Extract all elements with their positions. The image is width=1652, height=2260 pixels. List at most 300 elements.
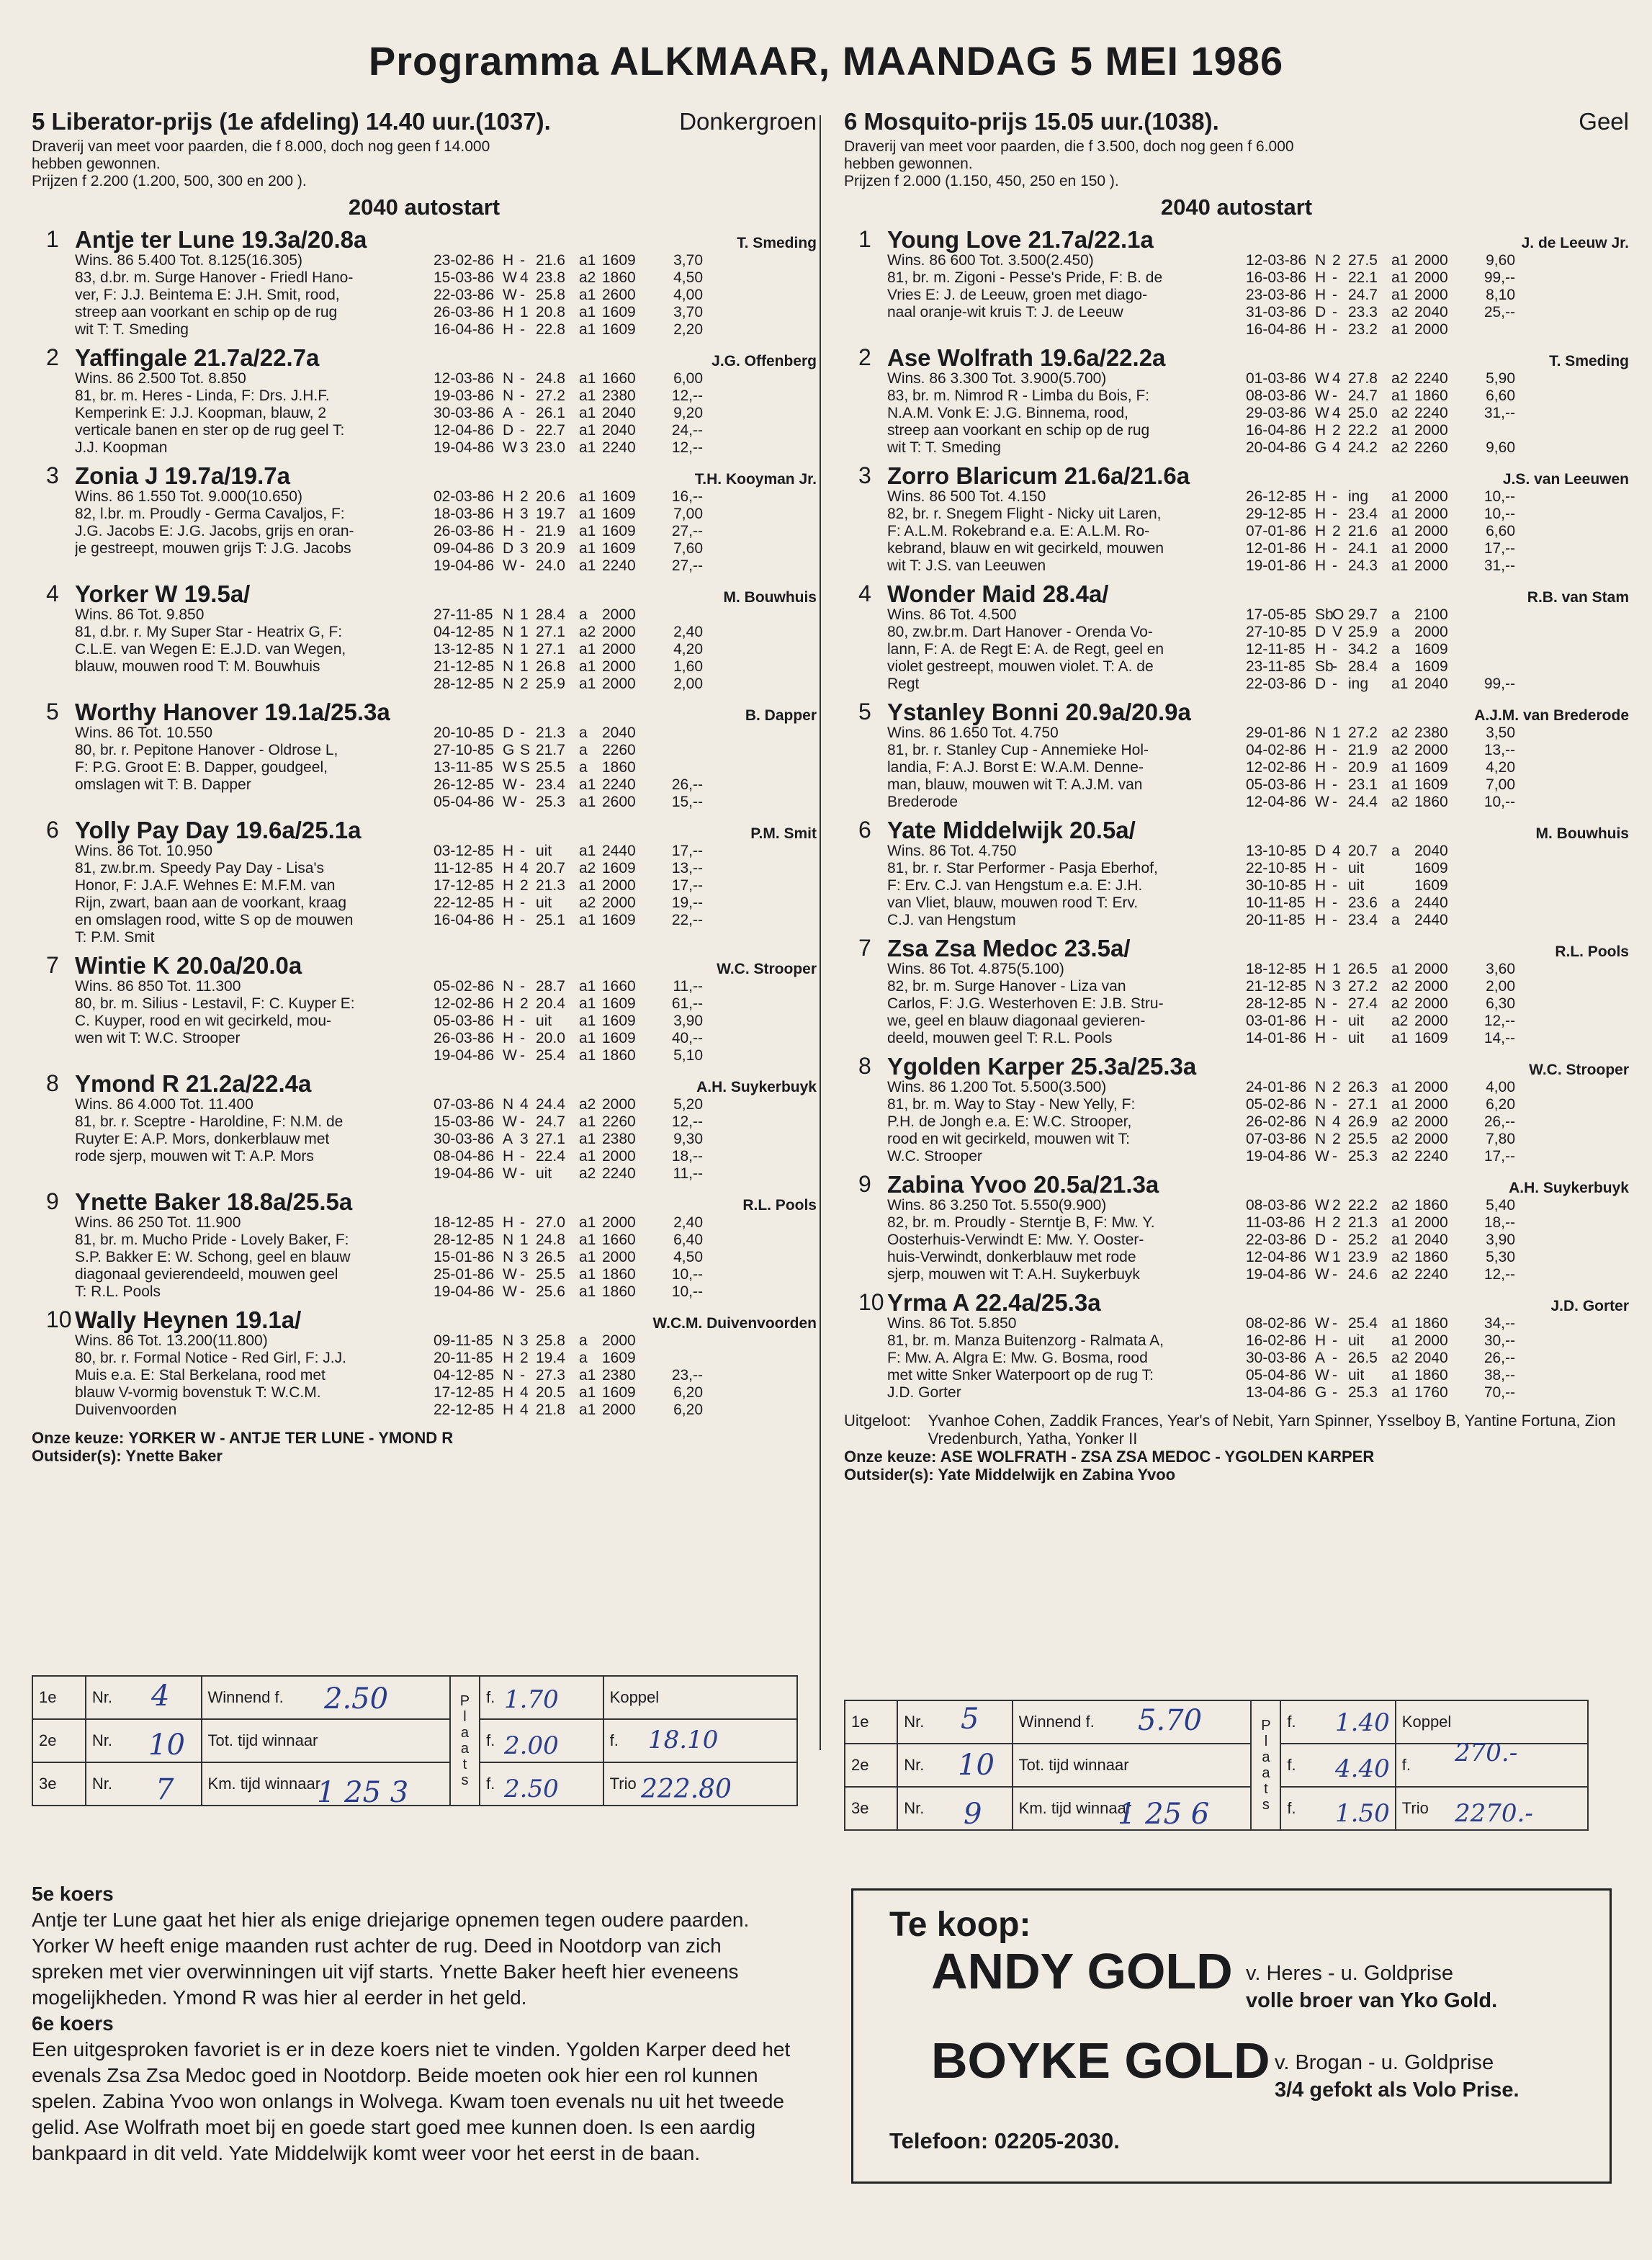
run-cell: uit bbox=[1348, 1030, 1365, 1046]
run-cell: a2 bbox=[1391, 1197, 1409, 1214]
run-cell: 05-02-86 bbox=[434, 978, 495, 995]
run-cell: 26-12-85 bbox=[434, 776, 495, 793]
run-cell: 26.5 bbox=[536, 1249, 565, 1265]
run-cell: 03-12-85 bbox=[434, 843, 495, 859]
run-cell: 26.1 bbox=[536, 405, 565, 421]
handwritten-winnend: 5.70 bbox=[1138, 1704, 1203, 1737]
run-cell: 1860 bbox=[602, 1047, 636, 1064]
horse-runs bbox=[1246, 488, 1515, 575]
horse-number: 4 bbox=[46, 580, 59, 606]
horse-number: 7 bbox=[858, 935, 871, 961]
run-cell: 2 bbox=[1332, 252, 1341, 269]
horse-info-line: Wins. 86 600 Tot. 3.500(2.450) bbox=[887, 252, 1094, 269]
run-cell: D bbox=[1315, 304, 1326, 320]
run-cell: 2 bbox=[520, 488, 529, 505]
run-cell: a1 bbox=[579, 912, 596, 928]
horse-info-line: Wins. 86 500 Tot. 4.150 bbox=[887, 488, 1046, 505]
run-cell: 01-03-86 bbox=[1246, 370, 1307, 387]
run-cell: N bbox=[503, 641, 514, 658]
run-cell: - bbox=[1332, 269, 1337, 286]
run-cell: 2,00 bbox=[673, 676, 703, 692]
run-cell: 17-12-85 bbox=[434, 1384, 495, 1401]
run-cell: - bbox=[520, 894, 525, 911]
run-cell: H bbox=[1315, 540, 1326, 557]
run-cell: 2380 bbox=[602, 1367, 636, 1384]
run-cell: a1 bbox=[579, 304, 596, 320]
ad-heading: Te koop: bbox=[889, 1906, 1031, 1944]
run-cell: 16-03-86 bbox=[1246, 269, 1307, 286]
horse-info bbox=[75, 1332, 429, 1419]
run-cell: a1 bbox=[1391, 523, 1409, 539]
run-cell: N bbox=[503, 978, 514, 995]
run-cell: 24.4 bbox=[536, 1096, 565, 1113]
run-row bbox=[434, 912, 703, 929]
run-cell: - bbox=[1332, 1332, 1337, 1349]
run-cell: a2 bbox=[1391, 1350, 1409, 1366]
run-cell: 24.8 bbox=[536, 1232, 565, 1248]
run-cell: 28-12-85 bbox=[434, 1232, 495, 1248]
run-cell: a1 bbox=[579, 488, 596, 505]
run-cell: 26.8 bbox=[536, 658, 565, 675]
run-cell: - bbox=[1332, 912, 1337, 928]
run-cell: 2000 bbox=[1414, 978, 1448, 995]
run-cell: N bbox=[503, 1096, 514, 1113]
horse-body bbox=[887, 1053, 1629, 1165]
race-column-right bbox=[844, 108, 1629, 1484]
horse-number: 10 bbox=[858, 1289, 884, 1315]
horse-name: Yaffingale 21.7a/22.7a bbox=[75, 344, 320, 371]
run-cell: H bbox=[503, 1013, 514, 1029]
run-row bbox=[434, 742, 703, 759]
run-cell: a2 bbox=[579, 1165, 596, 1182]
run-cell: - bbox=[520, 1283, 525, 1300]
run-cell: a bbox=[579, 1350, 588, 1366]
run-cell: 26-03-86 bbox=[434, 304, 495, 320]
run-row bbox=[434, 422, 703, 439]
horse-number: 6 bbox=[46, 817, 59, 843]
run-cell: 23.1 bbox=[1348, 776, 1378, 793]
run-cell: 25.8 bbox=[536, 287, 565, 303]
run-cell: 1609 bbox=[602, 1013, 636, 1029]
run-cell: - bbox=[520, 422, 525, 439]
run-cell: 04-12-85 bbox=[434, 624, 495, 640]
horse-info-line: 82, br. m. Surge Hanover - Liza van bbox=[887, 978, 1126, 995]
horse-number: 6 bbox=[858, 817, 871, 843]
horse-header bbox=[887, 935, 1629, 961]
run-cell: a1 bbox=[579, 1367, 596, 1384]
run-cell: 1609 bbox=[602, 523, 636, 539]
horse-info bbox=[75, 252, 429, 338]
horse-info-line: Wins. 86 Tot. 10.550 bbox=[75, 725, 213, 741]
run-cell: 2 bbox=[520, 995, 529, 1012]
horse-info-line: deeld, mouwen geel T: R.L. Pools bbox=[887, 1030, 1113, 1046]
horse-details bbox=[887, 606, 1629, 693]
horse-info bbox=[887, 488, 1242, 575]
nr-label: Nr. bbox=[86, 1676, 202, 1719]
run-cell: 17,-- bbox=[1483, 1148, 1515, 1165]
horse-info-line: T: R.L. Pools bbox=[75, 1283, 161, 1300]
horse-info-line: 80, br. m. Silius - Lestavil, F: C. Kuyper E: bbox=[75, 995, 355, 1012]
run-cell: 26.9 bbox=[1348, 1113, 1378, 1130]
run-cell: 1 bbox=[520, 658, 529, 675]
run-cell: 6,20 bbox=[673, 1384, 703, 1401]
run-cell: a1 bbox=[579, 439, 596, 456]
run-cell: 09-04-86 bbox=[434, 540, 495, 557]
run-cell: 19.4 bbox=[536, 1350, 565, 1366]
run-cell: 27.3 bbox=[536, 1367, 565, 1384]
run-cell: - bbox=[1332, 1232, 1337, 1248]
horse-runs bbox=[1246, 370, 1515, 457]
run-cell: 13-04-86 bbox=[1246, 1384, 1307, 1401]
run-cell: 1609 bbox=[602, 506, 636, 522]
horse-info-line: Wins. 86 Tot. 4.750 bbox=[887, 843, 1017, 859]
run-cell: 17,-- bbox=[671, 843, 703, 859]
run-cell: A bbox=[1315, 1350, 1326, 1366]
horse-info-line: je gestreept, mouwen grijs T: J.G. Jacobs bbox=[75, 540, 351, 557]
run-cell: 4,50 bbox=[673, 269, 703, 286]
run-cell: 12-02-86 bbox=[1246, 759, 1307, 776]
run-cell: 16-04-86 bbox=[434, 321, 495, 338]
run-cell: 20-04-86 bbox=[1246, 439, 1307, 456]
run-cell: 26.3 bbox=[1348, 1079, 1378, 1095]
run-row bbox=[1246, 269, 1515, 287]
horse-name: Zsa Zsa Medoc 23.5a/ bbox=[887, 935, 1131, 961]
run-cell: a bbox=[1391, 912, 1400, 928]
horse-runs bbox=[1246, 1079, 1515, 1165]
run-cell: 19-04-86 bbox=[434, 557, 495, 574]
run-cell: 23.8 bbox=[536, 269, 565, 286]
run-cell: G bbox=[503, 742, 515, 758]
nr-label: Nr. bbox=[897, 1744, 1012, 1787]
horse-info-line: 80, br. r. Formal Notice - Red Girl, F: J.J. bbox=[75, 1350, 346, 1366]
run-cell: a bbox=[1391, 658, 1400, 675]
run-cell: 2000 bbox=[1414, 1332, 1448, 1349]
run-cell: 22.1 bbox=[1348, 269, 1378, 286]
run-cell bbox=[1458, 422, 1515, 439]
horse-info bbox=[887, 1079, 1242, 1165]
run-cell: a1 bbox=[579, 641, 596, 658]
run-cell: 26-12-85 bbox=[1246, 488, 1307, 505]
run-row bbox=[434, 304, 703, 321]
horse-info-line: Wins. 86 Tot. 4.875(5.100) bbox=[887, 961, 1064, 977]
run-cell: 26,-- bbox=[671, 776, 703, 793]
horse-info-line: Kemperink E: J.J. Koopman, blauw, 2 bbox=[75, 405, 327, 421]
run-cell: 3,60 bbox=[1486, 961, 1515, 977]
run-row bbox=[434, 506, 703, 523]
run-cell: 34.2 bbox=[1348, 641, 1378, 658]
run-row bbox=[1246, 1214, 1515, 1232]
run-cell: 1609 bbox=[602, 860, 636, 876]
run-cell: - bbox=[1332, 1013, 1337, 1029]
horse-details bbox=[75, 978, 817, 1064]
horse-info-line: C.L.E. van Wegen E: E.J.D. van Wegen, bbox=[75, 641, 346, 658]
run-cell: a1 bbox=[579, 1047, 596, 1064]
horse-info-line: wit T: J.S. van Leeuwen bbox=[887, 557, 1046, 574]
run-row bbox=[434, 676, 703, 693]
run-cell: 24.7 bbox=[1348, 387, 1378, 404]
horse-trainer: A.H. Suykerbuyk bbox=[696, 1079, 817, 1095]
run-cell: 1609 bbox=[602, 1350, 636, 1366]
horse-number: 10 bbox=[46, 1306, 72, 1332]
run-cell: a2 bbox=[579, 269, 596, 286]
horse-runs bbox=[1246, 961, 1515, 1047]
run-cell: 12,-- bbox=[671, 387, 703, 404]
run-cell: a1 bbox=[1391, 540, 1409, 557]
horse-info-line: 81, br. r. Sceptre - Haroldine, F: N.M. de bbox=[75, 1113, 344, 1130]
horse-runs bbox=[1246, 252, 1515, 338]
run-row bbox=[434, 269, 703, 287]
run-cell: 07-03-86 bbox=[434, 1096, 495, 1113]
run-cell: N bbox=[1315, 1113, 1326, 1130]
run-cell: a2 bbox=[579, 860, 596, 876]
run-cell: 2000 bbox=[602, 1332, 636, 1349]
run-cell: 1760 bbox=[1414, 1384, 1448, 1401]
run-cell: 18,-- bbox=[671, 1148, 703, 1165]
run-cell: W bbox=[503, 1113, 517, 1130]
run-cell: 1 bbox=[520, 606, 529, 623]
run-cell: a2 bbox=[579, 1096, 596, 1113]
run-row bbox=[1246, 1350, 1515, 1367]
run-cell: 1 bbox=[520, 1232, 529, 1248]
run-cell: W bbox=[503, 1266, 517, 1283]
run-cell: 2600 bbox=[602, 287, 636, 303]
run-cell bbox=[1458, 624, 1515, 641]
run-cell: H bbox=[503, 1148, 514, 1165]
run-cell: 2000 bbox=[1414, 1131, 1448, 1147]
run-cell: 2000 bbox=[602, 624, 636, 640]
horse-name: Yorker W 19.5a/ bbox=[75, 580, 251, 607]
run-row bbox=[1246, 1148, 1515, 1165]
horse-info-line: Duivenvoorden bbox=[75, 1402, 177, 1418]
horse-runs bbox=[1246, 1315, 1515, 1402]
run-cell: 10,-- bbox=[1483, 488, 1515, 505]
run-cell: 19,-- bbox=[671, 894, 703, 911]
run-cell: 24.1 bbox=[1348, 540, 1378, 557]
run-cell: 24.7 bbox=[536, 1113, 565, 1130]
preview-heading-6: 6e koers bbox=[32, 2012, 114, 2035]
handwritten-trio: 2270.- bbox=[1455, 1799, 1533, 1828]
run-cell: a2 bbox=[1391, 794, 1409, 810]
run-cell: 21.3 bbox=[536, 725, 565, 741]
run-cell: a2 bbox=[1391, 742, 1409, 758]
plaats-f-label: f. bbox=[480, 1719, 603, 1762]
run-cell: H bbox=[1315, 422, 1326, 439]
run-cell: a bbox=[579, 725, 588, 741]
horse-trainer: M. Bouwhuis bbox=[1535, 825, 1629, 842]
horse-header bbox=[75, 462, 817, 488]
run-cell: 22.8 bbox=[536, 321, 565, 338]
run-cell: H bbox=[1315, 557, 1326, 574]
run-cell: 25.5 bbox=[1348, 1131, 1378, 1147]
horse-entry bbox=[844, 1289, 1629, 1402]
run-cell: 5,20 bbox=[673, 1096, 703, 1113]
run-cell bbox=[1391, 877, 1414, 894]
horse-number: 1 bbox=[46, 226, 59, 252]
run-cell: W bbox=[1315, 405, 1329, 421]
run-cell: 1 bbox=[520, 304, 529, 320]
horse-info-line: Wins. 86 Tot. 13.200(11.800) bbox=[75, 1332, 268, 1349]
plaats-f-label: f. bbox=[480, 1762, 603, 1806]
horse-info bbox=[75, 1096, 429, 1183]
run-row bbox=[1246, 540, 1515, 557]
run-cell: 04-12-85 bbox=[434, 1367, 495, 1384]
run-cell: 27-11-85 bbox=[434, 606, 493, 623]
run-cell: a1 bbox=[1391, 269, 1409, 286]
race-color: Geel bbox=[1579, 108, 1629, 135]
run-cell: 6,60 bbox=[1486, 387, 1515, 404]
horse-info-line: Wins. 86 2.500 Tot. 8.850 bbox=[75, 370, 246, 387]
run-cell: a2 bbox=[579, 894, 596, 911]
run-cell: H bbox=[503, 1214, 514, 1231]
run-cell: a1 bbox=[579, 877, 596, 894]
run-row bbox=[434, 1384, 703, 1402]
run-cell: 25-01-86 bbox=[434, 1266, 495, 1283]
run-cell: a1 bbox=[579, 995, 596, 1012]
run-cell: 20-10-85 bbox=[434, 725, 495, 741]
horse-number: 9 bbox=[858, 1171, 871, 1197]
run-cell: 2000 bbox=[602, 1096, 636, 1113]
run-cell: - bbox=[1332, 387, 1337, 404]
run-cell: 25.4 bbox=[536, 1047, 565, 1064]
run-cell: 15-03-86 bbox=[434, 269, 495, 286]
horse-trainer: P.M. Smit bbox=[750, 825, 817, 842]
run-cell: a1 bbox=[579, 1214, 596, 1231]
start-type: 2040 autostart bbox=[1160, 194, 1313, 220]
run-cell: 05-03-86 bbox=[1246, 776, 1307, 793]
horse-name: Wintie K 20.0a/20.0a bbox=[75, 952, 302, 979]
run-cell: 21.9 bbox=[536, 523, 565, 539]
run-cell: - bbox=[520, 1148, 525, 1165]
run-cell: 5,10 bbox=[673, 1047, 703, 1064]
run-cell: 4,00 bbox=[1486, 1079, 1515, 1095]
run-cell: 25.0 bbox=[1348, 405, 1378, 421]
horse-header bbox=[75, 1070, 817, 1096]
run-cell: 2,40 bbox=[673, 624, 703, 640]
run-cell: 25.4 bbox=[1348, 1315, 1378, 1332]
horse-entry bbox=[32, 1070, 817, 1183]
handwritten-nr-3: 7 bbox=[156, 1773, 174, 1806]
run-cell: 13,-- bbox=[671, 860, 703, 876]
run-cell: - bbox=[520, 321, 525, 338]
run-cell: 3,70 bbox=[673, 252, 703, 269]
horse-body bbox=[887, 699, 1629, 811]
run-cell: 20.9 bbox=[536, 540, 565, 557]
horse-header bbox=[887, 1053, 1629, 1079]
run-cell: 28.4 bbox=[1348, 658, 1378, 675]
run-row bbox=[434, 624, 703, 641]
run-cell: H bbox=[1315, 894, 1326, 911]
run-cell: a1 bbox=[579, 676, 596, 692]
horse-info-line: streep aan voorkant en schip op de rug bbox=[75, 304, 338, 320]
horse-body bbox=[75, 580, 817, 693]
run-cell: 4 bbox=[520, 1096, 529, 1113]
run-cell: 2100 bbox=[1414, 606, 1448, 623]
ad-horse-desc-2a: v. Brogan - u. Goldprise bbox=[1275, 2051, 1494, 2074]
horse-info-line: 81, br. m. Manza Buitenzorg - Ralmata A, bbox=[887, 1332, 1164, 1349]
run-cell: 4,20 bbox=[673, 641, 703, 658]
horse-name: Yrma A 22.4a/25.3a bbox=[887, 1289, 1101, 1316]
run-cell: 19-04-86 bbox=[1246, 1148, 1307, 1165]
handwritten-plaats-3: 2.50 bbox=[504, 1775, 559, 1803]
trio-label: Trio bbox=[1396, 1787, 1588, 1830]
horse-details bbox=[75, 843, 817, 946]
run-cell: 2040 bbox=[1414, 1232, 1448, 1248]
run-cell: - bbox=[1332, 641, 1337, 658]
run-cell: 16-02-86 bbox=[1246, 1332, 1307, 1349]
race-name: 5 Liberator-prijs (1e afdeling) 14.40 uur.(1037). bbox=[32, 108, 551, 135]
run-cell: 2040 bbox=[1414, 1350, 1448, 1366]
run-cell: H bbox=[503, 995, 514, 1012]
run-cell: 19-04-86 bbox=[434, 1165, 495, 1182]
race-header bbox=[844, 108, 1629, 135]
run-cell: H bbox=[503, 321, 514, 338]
run-row bbox=[1246, 978, 1515, 995]
run-cell: - bbox=[520, 287, 525, 303]
run-cell: 31-03-86 bbox=[1246, 304, 1307, 320]
run-cell: 05-04-86 bbox=[434, 794, 495, 810]
horse-info-line: Wins. 86 Tot. 10.950 bbox=[75, 843, 213, 859]
run-cell: 2000 bbox=[1414, 287, 1448, 303]
preview-text-5: Antje ter Lune gaat het hier als enige driejarige opnemen tegen oudere paarden. Yorker W heeft enige maanden rust achter de rug. Deed in Nootdorp van zich spreken met vier overwinningen uit vijf starts. Ynette Baker heeft hier eveneens mogelijkheden. Ymond R was hier al eerder in het geld. bbox=[32, 1909, 750, 2009]
horse-trainer: W.C.M. Duivenvoorden bbox=[652, 1315, 817, 1332]
run-row bbox=[1246, 912, 1515, 929]
preview-heading-5: 5e koers bbox=[32, 1883, 114, 1905]
horse-runs bbox=[434, 843, 703, 946]
run-cell: 2260 bbox=[602, 1113, 636, 1130]
race-conditions bbox=[844, 138, 1629, 190]
run-cell: 3,50 bbox=[1486, 725, 1515, 741]
run-cell: W bbox=[1315, 370, 1329, 387]
run-cell: H bbox=[1315, 759, 1326, 776]
horse-info-line: J.D. Gorter bbox=[887, 1384, 961, 1401]
run-cell: 17,-- bbox=[671, 877, 703, 894]
run-cell: G bbox=[1315, 1384, 1327, 1401]
horse-details bbox=[887, 843, 1629, 929]
run-cell: a1 bbox=[579, 794, 596, 810]
run-cell: - bbox=[520, 1030, 525, 1046]
run-cell: 4,20 bbox=[1486, 759, 1515, 776]
horse-number: 1 bbox=[858, 226, 871, 252]
run-cell: W bbox=[1315, 1197, 1329, 1214]
run-cell: a1 bbox=[1391, 776, 1409, 793]
run-cell: ing bbox=[1348, 488, 1369, 505]
run-cell: 28.7 bbox=[536, 978, 565, 995]
run-cell: 23.6 bbox=[1348, 894, 1378, 911]
run-cell: 10,-- bbox=[1483, 794, 1515, 810]
horse-trainer: J.D. Gorter bbox=[1550, 1298, 1629, 1314]
run-cell: 21.3 bbox=[536, 877, 565, 894]
run-row bbox=[434, 1047, 703, 1064]
horse-info bbox=[887, 1197, 1242, 1283]
horse-details bbox=[887, 961, 1629, 1047]
run-cell: H bbox=[1315, 961, 1326, 977]
run-row bbox=[1246, 1131, 1515, 1148]
race-condition-line: hebben gewonnen. bbox=[32, 156, 161, 172]
run-cell: a2 bbox=[1391, 1131, 1409, 1147]
horse-info-line: 80, zw.br.m. Dart Hanover - Orenda Vo- bbox=[887, 624, 1153, 640]
run-cell: 61,-- bbox=[671, 995, 703, 1012]
run-cell: a1 bbox=[579, 387, 596, 404]
run-cell: 19-04-86 bbox=[434, 1283, 495, 1300]
run-cell: 13-11-85 bbox=[434, 759, 493, 776]
run-cell: W bbox=[503, 287, 517, 303]
horse-details bbox=[887, 1315, 1629, 1402]
run-cell: 5,90 bbox=[1486, 370, 1515, 387]
handwritten-koppel: 270.- bbox=[1455, 1739, 1518, 1767]
run-row bbox=[1246, 252, 1515, 269]
run-row bbox=[1246, 624, 1515, 641]
run-row bbox=[434, 405, 703, 422]
